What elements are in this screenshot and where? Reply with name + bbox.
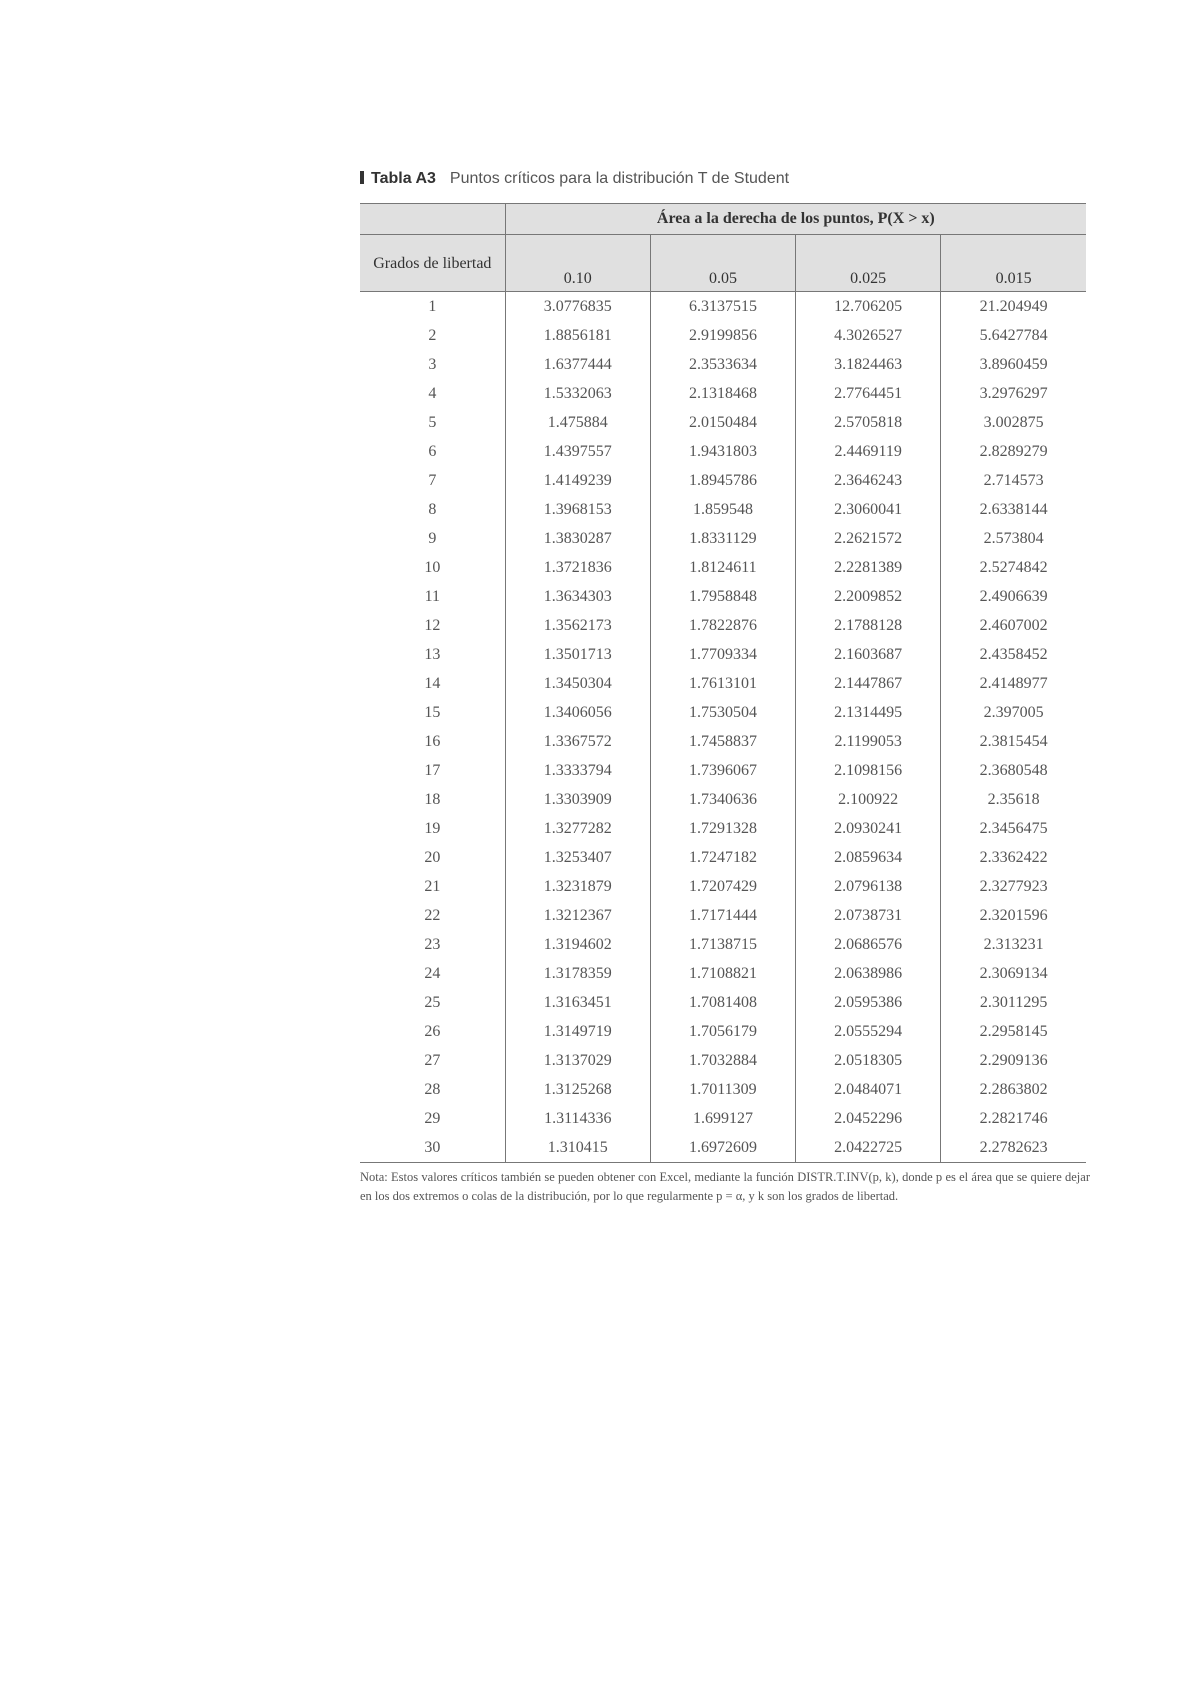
degrees-of-freedom-header: Grados de libertad: [360, 235, 505, 292]
value-cell: 1.7247182: [650, 843, 795, 872]
value-cell: 2.2281389: [796, 553, 941, 582]
table-row: [360, 292, 1086, 322]
value-cell: 1.6972609: [650, 1133, 795, 1163]
value-cell: 2.4469119: [796, 437, 941, 466]
value-cell: 1.3333794: [505, 756, 650, 785]
value-cell: 2.3201596: [941, 901, 1086, 930]
table-row: [360, 524, 1086, 553]
value-cell: 1.7207429: [650, 872, 795, 901]
value-cell: 2.3060041: [796, 495, 941, 524]
value-cell: 2.2821746: [941, 1104, 1086, 1133]
value-cell: 2.0859634: [796, 843, 941, 872]
df-cell: 27: [360, 1046, 505, 1075]
table-row: [360, 1133, 1086, 1163]
df-cell: 30: [360, 1133, 505, 1163]
df-cell: 16: [360, 727, 505, 756]
value-cell: 1.7340636: [650, 785, 795, 814]
value-cell: 4.3026527: [796, 321, 941, 350]
df-cell: 19: [360, 814, 505, 843]
value-cell: 1.3125268: [505, 1075, 650, 1104]
value-cell: 1.3406056: [505, 698, 650, 727]
value-cell: 2.2782623: [941, 1133, 1086, 1163]
value-cell: 2.0518305: [796, 1046, 941, 1075]
value-cell: 2.1318468: [650, 379, 795, 408]
value-cell: 1.3212367: [505, 901, 650, 930]
value-cell: 2.3277923: [941, 872, 1086, 901]
table-row: [360, 1046, 1086, 1075]
table-row: [360, 495, 1086, 524]
df-cell: 29: [360, 1104, 505, 1133]
value-cell: 1.3137029: [505, 1046, 650, 1075]
value-cell: 3.002875: [941, 408, 1086, 437]
df-cell: 21: [360, 872, 505, 901]
value-cell: 2.313231: [941, 930, 1086, 959]
value-cell: 1.699127: [650, 1104, 795, 1133]
value-cell: 2.9199856: [650, 321, 795, 350]
table-row: [360, 669, 1086, 698]
value-cell: 3.0776835: [505, 292, 650, 322]
table-row: [360, 959, 1086, 988]
value-cell: 2.1314495: [796, 698, 941, 727]
value-cell: 1.8945786: [650, 466, 795, 495]
value-cell: 2.0796138: [796, 872, 941, 901]
df-cell: 5: [360, 408, 505, 437]
value-cell: 1.3178359: [505, 959, 650, 988]
value-cell: 2.2009852: [796, 582, 941, 611]
table-row: [360, 698, 1086, 727]
df-cell: 15: [360, 698, 505, 727]
table-row: [360, 727, 1086, 756]
value-cell: 2.1447867: [796, 669, 941, 698]
df-cell: 20: [360, 843, 505, 872]
value-cell: 1.7011309: [650, 1075, 795, 1104]
value-cell: 1.3231879: [505, 872, 650, 901]
value-cell: 1.7171444: [650, 901, 795, 930]
value-cell: 2.1603687: [796, 640, 941, 669]
value-cell: 1.3634303: [505, 582, 650, 611]
value-cell: 1.7613101: [650, 669, 795, 698]
value-cell: 2.0595386: [796, 988, 941, 1017]
table-row: [360, 582, 1086, 611]
value-cell: 2.573804: [941, 524, 1086, 553]
value-cell: 2.0638986: [796, 959, 941, 988]
value-cell: 1.859548: [650, 495, 795, 524]
value-cell: 2.4358452: [941, 640, 1086, 669]
column-header: 0.10: [505, 235, 650, 292]
value-cell: 2.3815454: [941, 727, 1086, 756]
value-cell: 2.4148977: [941, 669, 1086, 698]
value-cell: 2.1788128: [796, 611, 941, 640]
value-cell: 1.3367572: [505, 727, 650, 756]
table-row: [360, 756, 1086, 785]
table-row: [360, 640, 1086, 669]
value-cell: 3.2976297: [941, 379, 1086, 408]
df-cell: 13: [360, 640, 505, 669]
value-cell: 1.7056179: [650, 1017, 795, 1046]
table-row: [360, 1075, 1086, 1104]
value-cell: 1.7458837: [650, 727, 795, 756]
value-cell: 2.3456475: [941, 814, 1086, 843]
value-cell: 2.1098156: [796, 756, 941, 785]
caption-label: Tabla A3: [371, 170, 436, 187]
table-row: [360, 901, 1086, 930]
value-cell: 1.7138715: [650, 930, 795, 959]
value-cell: 2.35618: [941, 785, 1086, 814]
table-row: [360, 1017, 1086, 1046]
df-cell: 7: [360, 466, 505, 495]
value-cell: 2.2863802: [941, 1075, 1086, 1104]
value-cell: 1.3114336: [505, 1104, 650, 1133]
df-cell: 10: [360, 553, 505, 582]
value-cell: 1.9431803: [650, 437, 795, 466]
df-cell: 12: [360, 611, 505, 640]
value-cell: 2.0738731: [796, 901, 941, 930]
value-cell: 2.714573: [941, 466, 1086, 495]
column-header: 0.015: [941, 235, 1086, 292]
header-corner: [360, 204, 505, 235]
value-cell: 3.1824463: [796, 350, 941, 379]
value-cell: 1.7081408: [650, 988, 795, 1017]
value-cell: 1.3968153: [505, 495, 650, 524]
value-cell: 2.0150484: [650, 408, 795, 437]
value-cell: 1.5332063: [505, 379, 650, 408]
value-cell: 1.8331129: [650, 524, 795, 553]
value-cell: 2.4906639: [941, 582, 1086, 611]
df-cell: 2: [360, 321, 505, 350]
df-cell: 3: [360, 350, 505, 379]
value-cell: 1.3721836: [505, 553, 650, 582]
table-row: [360, 466, 1086, 495]
value-cell: 2.2621572: [796, 524, 941, 553]
table-row: [360, 988, 1086, 1017]
df-cell: 25: [360, 988, 505, 1017]
df-cell: 8: [360, 495, 505, 524]
value-cell: 2.0686576: [796, 930, 941, 959]
table-row: [360, 611, 1086, 640]
value-cell: 2.100922: [796, 785, 941, 814]
table-row: [360, 437, 1086, 466]
table-row: [360, 843, 1086, 872]
table-caption: [360, 170, 789, 188]
value-cell: 2.0452296: [796, 1104, 941, 1133]
table-row: [360, 785, 1086, 814]
value-cell: 1.475884: [505, 408, 650, 437]
table-row: [360, 1104, 1086, 1133]
df-cell: 6: [360, 437, 505, 466]
df-cell: 14: [360, 669, 505, 698]
table-note: [360, 1168, 1090, 1206]
value-cell: 1.6377444: [505, 350, 650, 379]
value-cell: 1.7822876: [650, 611, 795, 640]
table-body: [360, 292, 1086, 1163]
value-cell: 1.7032884: [650, 1046, 795, 1075]
table-row: [360, 553, 1086, 582]
value-cell: 1.3303909: [505, 785, 650, 814]
value-cell: 2.1199053: [796, 727, 941, 756]
df-cell: 9: [360, 524, 505, 553]
value-cell: 2.2958145: [941, 1017, 1086, 1046]
value-cell: 1.7958848: [650, 582, 795, 611]
df-cell: 18: [360, 785, 505, 814]
value-cell: 5.6427784: [941, 321, 1086, 350]
value-cell: 1.7108821: [650, 959, 795, 988]
value-cell: 2.3533634: [650, 350, 795, 379]
caption-title: Puntos críticos para la distribución T de Student: [449, 170, 790, 187]
value-cell: 3.8960459: [941, 350, 1086, 379]
df-cell: 28: [360, 1075, 505, 1104]
value-cell: 1.3562173: [505, 611, 650, 640]
value-cell: 1.8856181: [505, 321, 650, 350]
value-cell: 2.2909136: [941, 1046, 1086, 1075]
value-cell: 1.7396067: [650, 756, 795, 785]
value-cell: 2.3069134: [941, 959, 1086, 988]
value-cell: 2.7764451: [796, 379, 941, 408]
value-cell: 1.3277282: [505, 814, 650, 843]
value-cell: 2.3646243: [796, 466, 941, 495]
value-cell: 2.3362422: [941, 843, 1086, 872]
df-cell: 4: [360, 379, 505, 408]
table-row: [360, 930, 1086, 959]
value-cell: 1.7291328: [650, 814, 795, 843]
value-cell: 1.4397557: [505, 437, 650, 466]
value-cell: 1.310415: [505, 1133, 650, 1163]
table-row: [360, 872, 1086, 901]
value-cell: 1.8124611: [650, 553, 795, 582]
value-cell: 1.4149239: [505, 466, 650, 495]
value-cell: 2.0484071: [796, 1075, 941, 1104]
table-header: [360, 204, 1086, 292]
value-cell: 21.204949: [941, 292, 1086, 322]
table-row: [360, 408, 1086, 437]
df-cell: 23: [360, 930, 505, 959]
table-row: [360, 814, 1086, 843]
value-cell: 2.8289279: [941, 437, 1086, 466]
value-cell: 1.7530504: [650, 698, 795, 727]
value-cell: 2.5274842: [941, 553, 1086, 582]
value-cell: 6.3137515: [650, 292, 795, 322]
note-text: Nota: Estos valores críticos también se pueden obtener con Excel, mediante la función DISTR.T.INV(p, k), donde p es el área que se quiere dejar en los dos extremos o colas de la distribución, por lo que regularmente p = α, y k son los grados de libertad.: [360, 1170, 1090, 1203]
df-cell: 26: [360, 1017, 505, 1046]
column-header: 0.05: [650, 235, 795, 292]
value-cell: 2.3011295: [941, 988, 1086, 1017]
value-cell: 1.3830287: [505, 524, 650, 553]
df-cell: 17: [360, 756, 505, 785]
table-row: [360, 321, 1086, 350]
critical-values-table: [360, 203, 1086, 1163]
caption-bar: [360, 171, 364, 184]
value-cell: 1.3149719: [505, 1017, 650, 1046]
value-cell: 2.0930241: [796, 814, 941, 843]
df-cell: 11: [360, 582, 505, 611]
df-cell: 22: [360, 901, 505, 930]
value-cell: 1.3253407: [505, 843, 650, 872]
value-cell: 1.3501713: [505, 640, 650, 669]
value-cell: 2.6338144: [941, 495, 1086, 524]
value-cell: 2.4607002: [941, 611, 1086, 640]
table-row: [360, 350, 1086, 379]
value-cell: 2.0555294: [796, 1017, 941, 1046]
df-cell: 1: [360, 292, 505, 322]
value-cell: 1.3163451: [505, 988, 650, 1017]
df-cell: 24: [360, 959, 505, 988]
value-cell: 1.7709334: [650, 640, 795, 669]
value-cell: 1.3194602: [505, 930, 650, 959]
value-cell: 2.0422725: [796, 1133, 941, 1163]
value-cell: 1.3450304: [505, 669, 650, 698]
value-cell: 2.5705818: [796, 408, 941, 437]
table-row: [360, 379, 1086, 408]
value-cell: 2.397005: [941, 698, 1086, 727]
column-header: 0.025: [796, 235, 941, 292]
value-cell: 12.706205: [796, 292, 941, 322]
area-spanning-header: Área a la derecha de los puntos, P(X > x): [505, 204, 1086, 235]
value-cell: 2.3680548: [941, 756, 1086, 785]
